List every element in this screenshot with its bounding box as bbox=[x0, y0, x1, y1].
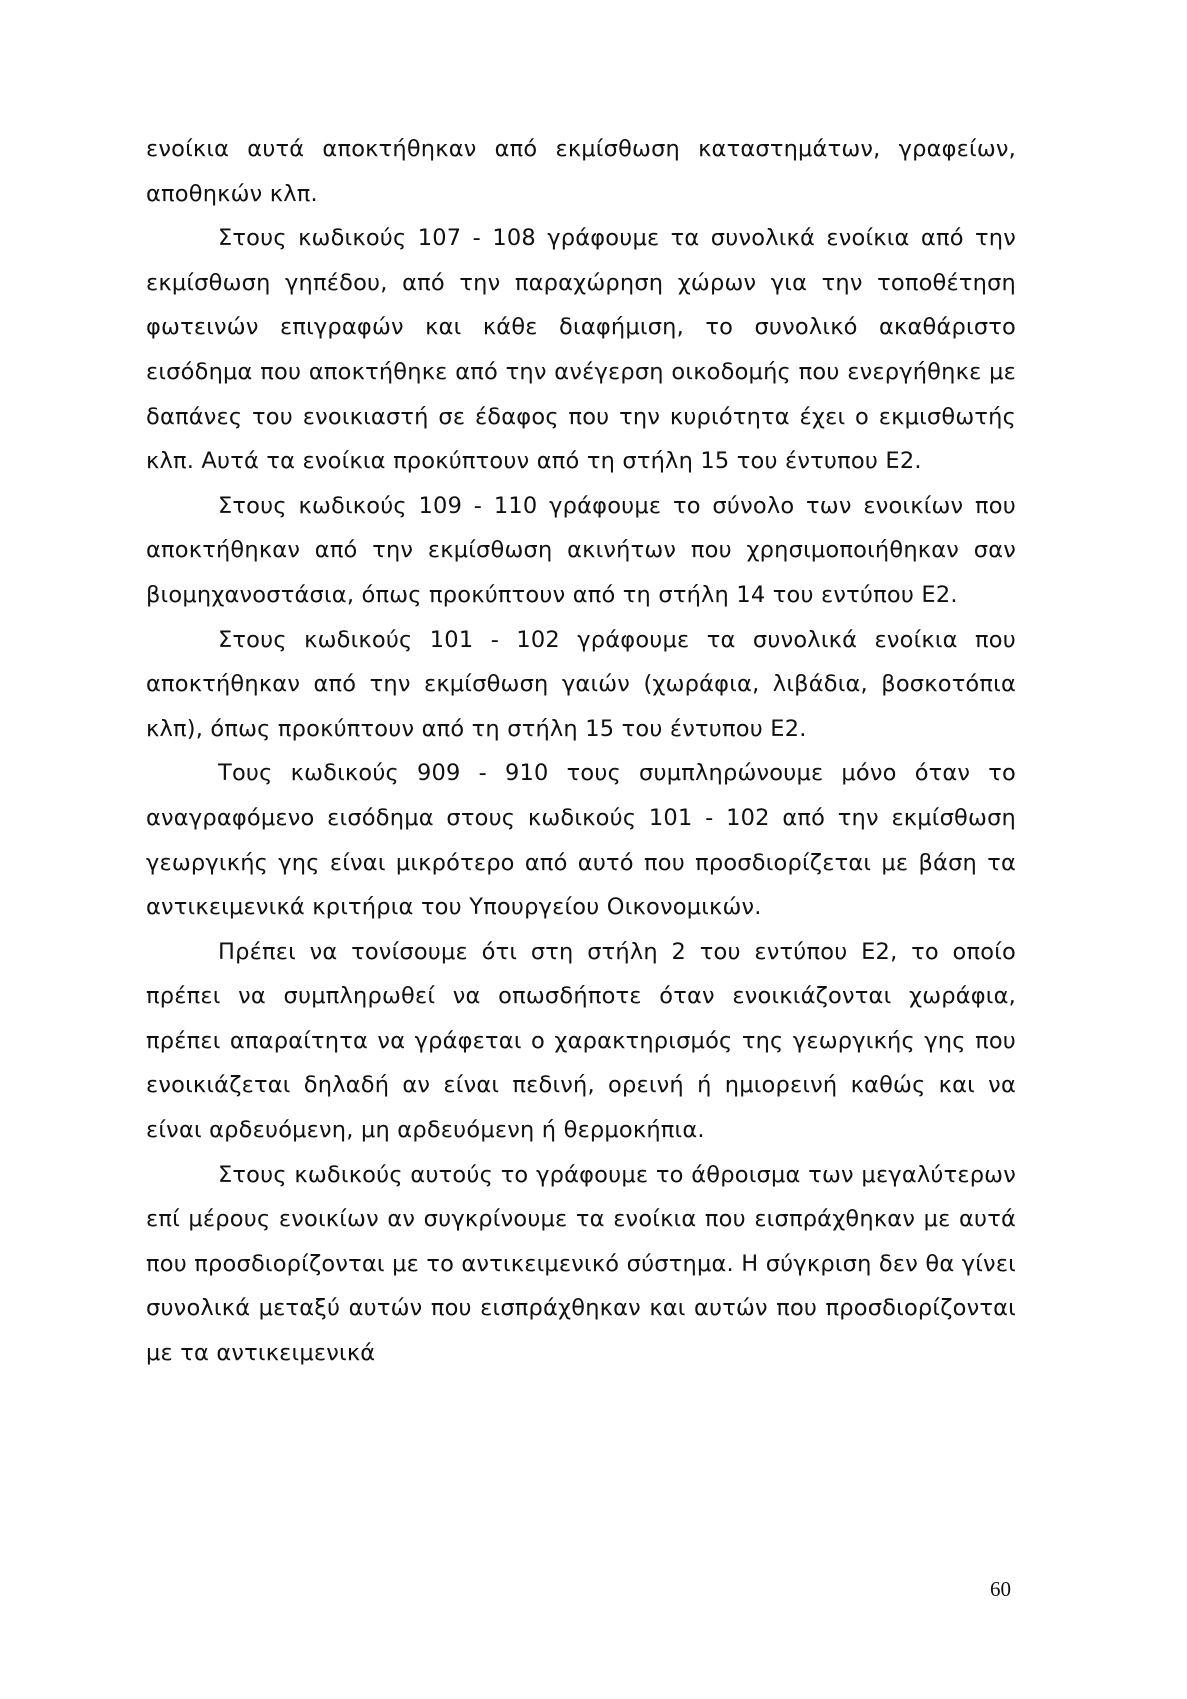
paragraph-sum-of-rents: Στους κωδικούς αυτούς το γράφουμε το άθροισμα των μεγαλύτερων επί μέρους ενοικίων αν συγκρίνουμε τα ενοίκια που εισπράχθηκαν με αυτά που προσδιορίζονται με το αντικειμενικό σύστημα. Η σύγκριση δεν θα γίνει συνολικά μεταξύ αυτών που εισπράχθηκαν και αυτών που προσδιορίζονται με τα αντικειμενικά bbox=[146, 1161, 1016, 1367]
paragraph-codes-109-110: Στους κωδικούς 109 - 110 γράφουμε το σύνολο των ενοικίων που αποκτήθηκαν από την εκμίσθωση ακινήτων που χρησιμοποιήθηκαν σαν βιομηχανοστάσια, όπως προκύπτουν από τη στήλη 14 του εντύπου Ε2. bbox=[146, 492, 1016, 608]
paragraph-codes-909-910: Τους κωδικούς 909 - 910 τους συμπληρώνουμε μόνο όταν το αναγραφόμενο εισόδημα στους κωδικούς 101 - 102 από την εκμίσθωση γεωργικής γης είναι μικρότερο από αυτό που προσδιορίζεται με βάση τα αντικειμενικά κριτήρια του Υπουργείου Οικονομικών. bbox=[146, 760, 1016, 921]
page-number: 60 bbox=[990, 1577, 1011, 1601]
paragraph-continuation: ενοίκια αυτά αποκτήθηκαν από εκμίσθωση καταστημάτων, γραφείων, αποθηκών κλπ. bbox=[146, 136, 1016, 207]
paragraph-codes-101-102: Στους κωδικούς 101 - 102 γράφουμε τα συνολικά ενοίκια που αποκτήθηκαν από την εκμίσθωση γαιών (χωράφια, λιβάδια, βοσκοτόπια κλπ), όπως προκύπτουν από τη στήλη 15 του έντυπου Ε2. bbox=[146, 626, 1016, 742]
paragraph-column-2-note: Πρέπει να τονίσουμε ότι στη στήλη 2 του εντύπου Ε2, το οποίο πρέπει να συμπληρωθεί να οπωσδήποτε όταν ενοικιάζονται χωράφια, πρέπει απαραίτητα να γράφεται ο χαρακτηρισμός της γεωργικής γης που ενοικιάζεται δηλαδή αν είναι πεδινή, ορεινή ή ημιορεινή καθώς και να είναι αρδευόμενη, μη αρδευόμενη ή θερμοκήπια. bbox=[146, 938, 1016, 1144]
body-text bbox=[146, 127, 1016, 1376]
paragraph-codes-107-108: Στους κωδικούς 107 - 108 γράφουμε τα συνολικά ενοίκια από την εκμίσθωση γηπέδου, από την παραχώρηση χώρων για την τοποθέτηση φωτεινών επιγραφών και κάθε διαφήμιση, το συνολικό ακαθάριστο εισόδημα που αποκτήθηκε από την ανέγερση οικοδομής που ενεργήθηκε με δαπάνες του ενοικιαστή σε έδαφος που την κυριότητα έχει ο εκμισθωτής κλπ. Αυτά τα ενοίκια προκύπτουν από τη στήλη 15 του έντυπου Ε2. bbox=[146, 225, 1016, 475]
